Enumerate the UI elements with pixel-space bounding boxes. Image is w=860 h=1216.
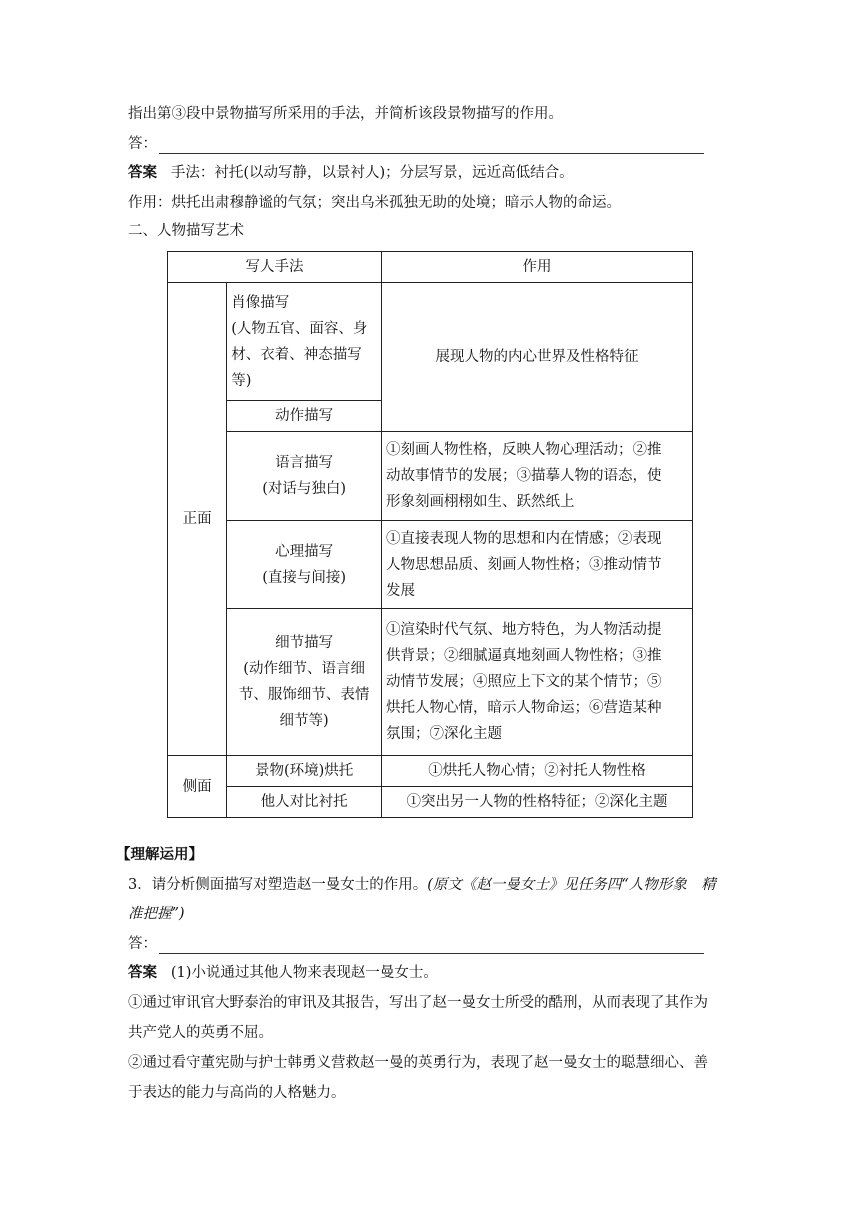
speech-effect-line: ①刻画人物性格，反映人物心理活动；②推 — [386, 442, 662, 458]
speech-effect-line: 动故事情节的发展；③描摹人物的语态，使 — [386, 468, 662, 484]
answer-1-effect: 作用：烘托出肃穆静谧的气氛；突出乌米孤独无助的处境；暗示人物的命运。 — [128, 195, 621, 211]
header-effect: 作用 — [382, 252, 693, 283]
answer-1 — [128, 163, 574, 183]
answer-3-first — [128, 963, 438, 983]
answer-line-1 — [128, 134, 704, 154]
answer-blank-rule — [159, 939, 704, 954]
speech-effect — [382, 432, 693, 521]
question-intro: 指出第③段中景物描写所采用的手法，并简析该段景物描写的作用。 — [128, 106, 563, 122]
answer-3-p1-l1: ①通过审讯官大野泰治的审讯及其报告，写出了赵一曼女士所受的酷刑，从而表现了其作为 — [128, 995, 708, 1011]
detail-line: 细节描写 — [275, 635, 334, 651]
detail-effect-line: ①渲染时代气氛、地方特色，为人物活动提 — [386, 622, 662, 638]
answer-label: 答： — [128, 136, 157, 152]
section-2-title: 二、人物描写艺术 — [128, 223, 244, 239]
detail-line: (动作细节、语言细 — [243, 661, 365, 677]
header-method: 写人手法 — [168, 252, 382, 283]
portrait-line: (人物五官、面容、身 — [231, 320, 368, 337]
understand-title: 【理解运用】 — [116, 847, 203, 863]
portrayal-table — [167, 251, 693, 818]
psych-cell — [227, 521, 382, 609]
q3-line-2: 准把握”) — [128, 906, 185, 922]
portrait-cell — [227, 283, 382, 401]
answer-1-text: 手法：衬托(以动写静，以景衬人)；分层写景，远近高低结合。 — [170, 165, 574, 181]
action-cell: 动作描写 — [227, 401, 382, 432]
detail-effect-line: 供背景；②细腻逼真地刻画人物性格；③推 — [386, 648, 662, 664]
psych-effect-line: ①直接表现人物的思想和内在情感；②表现 — [386, 530, 662, 547]
contrast-cell: 他人对比衬托 — [227, 787, 382, 818]
answer-blank-rule — [159, 139, 704, 154]
answer-3-p1-l2: 共产党人的英勇不屈。 — [128, 1025, 273, 1041]
detail-line: 细节等) — [279, 713, 329, 729]
contrast-effect: ①突出另一人物的性格特征；②深化主题 — [382, 787, 693, 818]
detail-line: 节、服饰细节、表情 — [238, 687, 370, 703]
front-label: 正面 — [168, 283, 227, 756]
detail-cell — [227, 609, 382, 756]
side-label: 侧面 — [168, 756, 227, 818]
speech-line: 语言描写 — [275, 455, 334, 471]
scene-cell: 景物(环境)烘托 — [227, 756, 382, 787]
speech-line: (对话与独白) — [262, 481, 347, 497]
scene-effect: ①烘托人物心情；②衬托人物性格 — [382, 756, 693, 787]
q3-question: 3．请分析侧面描写对塑造赵一曼女士的作用。 — [128, 877, 428, 893]
detail-effect-line: 动情节发展；④照应上下文的某个情节；⑤ — [386, 674, 662, 690]
answer-line-3 — [128, 934, 704, 954]
psych-effect — [382, 521, 693, 609]
portrait-line: 等) — [231, 372, 252, 389]
answer-3-text: (1)小说通过其他人物来表现赵一曼女士。 — [170, 965, 438, 981]
speech-effect-line: 形象刻画栩栩如生、跃然纸上 — [386, 494, 575, 510]
detail-effect-line: 烘托人物心情，暗示人物命运；⑥营造某种 — [386, 700, 662, 716]
q3-line-1 — [128, 875, 716, 895]
portrait-line: 肖像描写 — [231, 294, 290, 311]
psych-line: (直接与间接) — [262, 569, 347, 586]
detail-effect-line: 氛围；⑦深化主题 — [386, 726, 502, 742]
portrait-action-effect: 展现人物的内心世界及性格特征 — [382, 283, 693, 432]
answer-3-p2-l1: ②通过看守董宪勋与护士韩勇义营救赵一曼的英勇行为，表现了赵一曼女士的聪慧细心、善 — [128, 1055, 708, 1071]
portrait-line: 材、衣着、神态描写 — [231, 346, 362, 363]
psych-effect-line: 人物思想品质、刻画人物性格；③推动情节 — [386, 556, 662, 573]
answer-3-label: 答案 — [128, 965, 157, 981]
answer-label: 答： — [128, 936, 157, 952]
answer-3-p2-l2: 于表达的能力与高尚的人格魅力。 — [128, 1085, 346, 1101]
psych-effect-line: 发展 — [386, 582, 415, 599]
q3-source: (原文《赵一曼女士》见任务四“人物形象 精 — [427, 877, 716, 893]
psych-line: 心理描写 — [275, 543, 334, 560]
speech-cell — [227, 432, 382, 521]
detail-effect — [382, 609, 693, 756]
answer-1-label: 答案 — [128, 165, 157, 181]
